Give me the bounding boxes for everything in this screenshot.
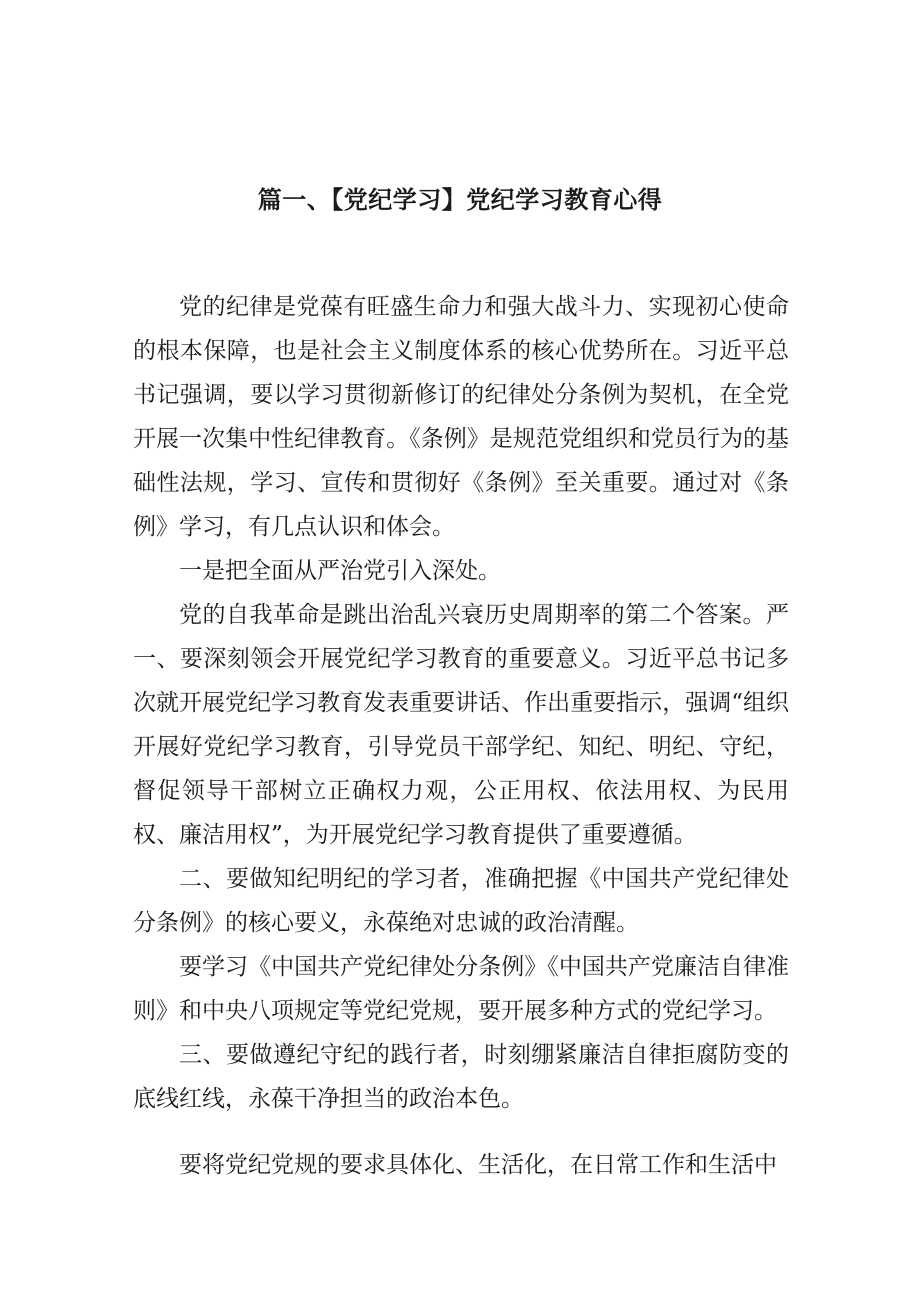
paragraph: 党的纪律是党葆有旺盛生命力和强大战斗力、实现初心使命的根本保障，也是社会主义制度体系的核心优势所在。习近平总书记强调，要以学习贯彻新修订的纪律处分条例为契机，在全党开展一次集中性纪律教育。《条例》是规范党组织和党员行为的基础性法规，学习、宣传和贯彻好《条例》至关重要。通过对《条例》学习，有几点认识和体会。: [133, 294, 789, 540]
paragraph: 党的自我革命是跳出治乱兴衰历史周期率的第二个答案。严一、要深刻领会开展党纪学习教育的重要意义。习近平总书记多次就开展党纪学习教育发表重要讲话、作出重要指示，强调“组织开展好党纪学习教育，引导党员干部学纪、知纪、明纪、守纪，督促领导干部树立正确权力观，公正用权、依法用权、为民用权、廉洁用权”，为开展党纪学习教育提供了重要遵循。: [133, 602, 789, 848]
paragraph: 一是把全面从严治党引入深处。: [179, 558, 501, 584]
document-title: 篇一、【党纪学习】党纪学习教育心得: [257, 186, 663, 214]
paragraph: 三、要做遵纪守纪的践行者，时刻绷紧廉洁自律拒腐防变的底线红线，永葆干净担当的政治本色。: [133, 1042, 789, 1112]
paragraph: 要将党纪党规的要求具体化、生活化，在日常工作和生活中: [179, 1152, 777, 1178]
document-body: [133, 285, 789, 1187]
paragraph: 二、要做知纪明纪的学习者，准确把握《中国共产党纪律处分条例》的核心要义，永葆绝对忠诚的政治清醒。: [133, 866, 789, 936]
paragraph: 要学习《中国共产党纪律处分条例》《中国共产党廉洁自律准则》和中央八项规定等党纪党规，要开展多种方式的党纪学习。: [133, 954, 789, 1024]
